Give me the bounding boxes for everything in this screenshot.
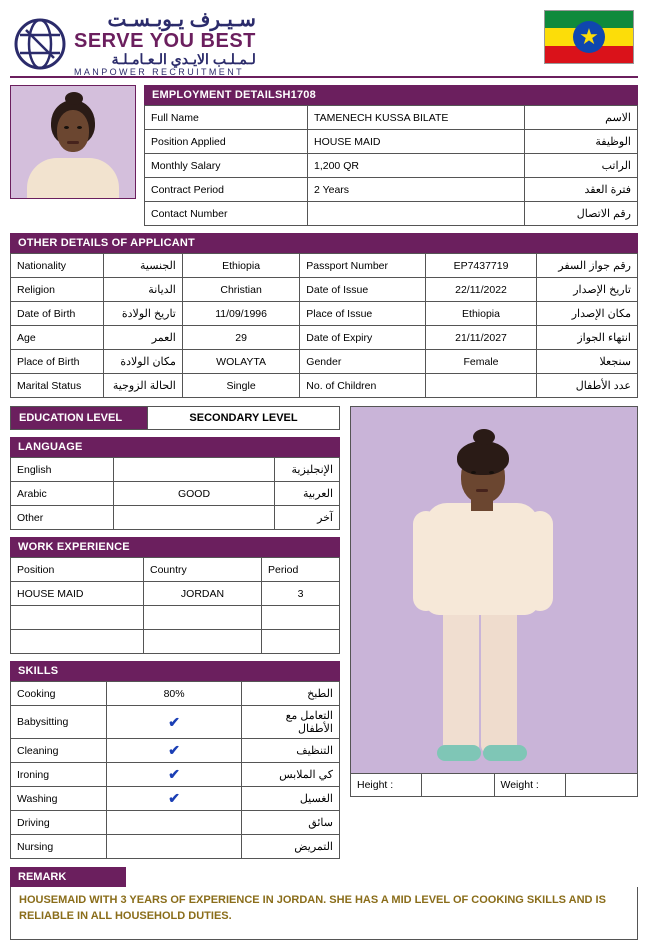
work-experience-header: WORK EXPERIENCE [10,537,340,557]
field-label-arabic: العمر [103,326,182,350]
skill-name: Cooking [11,682,107,706]
field-value: 1,200 QR [308,154,525,178]
work-period [262,630,340,654]
skill-name: Washing [11,787,107,811]
column-header-position: Position [11,558,144,582]
field-label-arabic: سنجعلا [536,350,637,374]
other-details-table [10,253,638,398]
column-header-period: Period [262,558,340,582]
height-value [422,774,495,796]
field-label-arabic: عدد الأطفال [536,374,637,398]
company-logo [14,10,256,77]
work-experience-block [10,537,340,654]
table-row [11,739,340,763]
table-row [145,202,638,226]
field-label-arabic: مكان الإصدار [536,302,637,326]
reference-number: SH1708 [274,89,316,101]
table-row [11,787,340,811]
field-value: 29 [182,326,299,350]
field-label: Place of Birth [11,350,104,374]
field-value: EP7437719 [426,254,536,278]
applicant-headshot [10,85,136,199]
field-label-arabic: الديانة [103,278,182,302]
work-country [144,606,262,630]
language-name: English [11,458,114,482]
table-header-row [11,558,340,582]
measurements-row [350,774,638,797]
table-row [145,178,638,202]
skills-header: SKILLS [10,661,340,681]
table-row [11,682,340,706]
top-section [10,85,638,226]
field-value: WOLAYTA [182,350,299,374]
field-value: 22/11/2022 [426,278,536,302]
education-level-row [10,406,340,430]
skills-table [10,681,340,859]
field-value: Single [182,374,299,398]
language-level [114,458,275,482]
field-label: Date of Expiry [300,326,426,350]
work-position: HOUSE MAID [11,582,144,606]
field-label: Religion [11,278,104,302]
work-country [144,630,262,654]
column-header-country: Country [144,558,262,582]
remark-header: REMARK [10,867,126,887]
field-label-arabic: الاسم [525,106,638,130]
check-icon: ✔ [106,763,241,787]
work-country: JORDAN [144,582,262,606]
language-header: LANGUAGE [10,437,340,457]
table-row [145,130,638,154]
field-value [426,374,536,398]
field-label: Passport Number [300,254,426,278]
language-name-arabic: آخر [275,506,340,530]
field-label-arabic: مكان الولادة [103,350,182,374]
field-label: Place of Issue [300,302,426,326]
skill-name-arabic: التعامل مع الأطفال [242,706,340,739]
table-row [11,630,340,654]
skill-value [106,811,241,835]
employment-detail-block [144,85,638,226]
field-value: TAMENECH KUSSA BILATE [308,106,525,130]
check-icon: ✔ [106,787,241,811]
employment-detail-title: EMPLOYMENT DETAIL [152,89,275,101]
language-table [10,457,340,530]
field-label: Gender [300,350,426,374]
document-header [10,8,638,77]
skill-name-arabic: التمريض [242,835,340,859]
field-value: 2 Years [308,178,525,202]
employment-detail-header [144,85,638,105]
field-label: Full Name [145,106,308,130]
skill-name: Ironing [11,763,107,787]
table-row [11,763,340,787]
field-label-arabic: الراتب [525,154,638,178]
check-icon: ✔ [106,706,241,739]
brand-arabic-top: سـيـرف يـوبـسـت [107,9,256,31]
table-row [11,606,340,630]
brand-subtitle: MANPOWER RECRUITMENT [74,67,244,77]
applicant-full-body-photo [350,406,638,774]
table-row [11,278,638,302]
field-label-arabic: تاريخ الإصدار [536,278,637,302]
lower-section [10,406,638,859]
table-row [11,458,340,482]
skill-name-arabic: التنظيف [242,739,340,763]
globe-logo-icon [14,18,66,70]
field-label-arabic: انتهاء الجواز [536,326,637,350]
skills-block [10,661,340,859]
field-label: Contract Period [145,178,308,202]
skill-name: Nursing [11,835,107,859]
language-name: Other [11,506,114,530]
skill-value: 80% [106,682,241,706]
remark-block [10,867,638,940]
field-label: Date of Issue [300,278,426,302]
field-label-arabic: فترة العقد [525,178,638,202]
height-label: Height : [351,774,422,796]
field-value: Female [426,350,536,374]
field-label-arabic: رقم الاتصال [525,202,638,226]
table-row [11,350,638,374]
field-label: Nationality [11,254,104,278]
table-row [11,811,340,835]
field-label-arabic: رقم جواز السفر [536,254,637,278]
language-level [114,506,275,530]
skill-name: Babysitting [11,706,107,739]
skill-name: Driving [11,811,107,835]
skill-name-arabic: كي الملابس [242,763,340,787]
table-row [11,302,638,326]
field-label: Age [11,326,104,350]
table-row [11,254,638,278]
field-label-arabic: تاريخ الولادة [103,302,182,326]
check-icon: ✔ [106,739,241,763]
language-block [10,437,340,530]
field-label-arabic: الجنسية [103,254,182,278]
field-label: Monthly Salary [145,154,308,178]
table-row [11,582,340,606]
field-value: 21/11/2027 [426,326,536,350]
field-value: HOUSE MAID [308,130,525,154]
skill-value [106,835,241,859]
work-period [262,606,340,630]
table-row [11,482,340,506]
field-value: Ethiopia [426,302,536,326]
field-label: Date of Birth [11,302,104,326]
language-name: Arabic [11,482,114,506]
skill-name-arabic: الغسيل [242,787,340,811]
weight-value [566,774,638,796]
table-row [11,706,340,739]
table-row [11,326,638,350]
weight-label: Weight : [495,774,566,796]
field-value: 11/09/1996 [182,302,299,326]
remark-text: HOUSEMAID WITH 3 YEARS OF EXPERIENCE IN JORDAN. SHE HAS A MID LEVEL OF COOKING SKILLS AND IS RELIABLE IN ALL HOUSEHOLD DUTIES. [10,887,638,940]
table-row [11,374,638,398]
table-row [11,506,340,530]
left-column [10,406,340,859]
education-level-label: EDUCATION LEVEL [11,407,147,429]
table-row [145,106,638,130]
field-value: Christian [182,278,299,302]
skill-name-arabic: الطبخ [242,682,340,706]
field-label: No. of Children [300,374,426,398]
language-name-arabic: الإنجليزية [275,458,340,482]
field-label-arabic: الوظيفة [525,130,638,154]
brand-english: SERVE YOU BEST [74,30,256,52]
field-value: Ethiopia [182,254,299,278]
right-column [350,406,638,797]
field-label: Marital Status [11,374,104,398]
skill-name: Cleaning [11,739,107,763]
ethiopia-flag-icon: ★ [544,10,634,64]
skill-name-arabic: سائق [242,811,340,835]
field-label: Position Applied [145,130,308,154]
field-value [308,202,525,226]
brand-arabic-second: لـمـلـب الايـدي الـعـامـلـة [111,51,256,67]
language-level: GOOD [114,482,275,506]
work-position [11,630,144,654]
work-position [11,606,144,630]
employment-detail-table [144,105,638,226]
other-details-header: OTHER DETAILS OF APPLICANT [10,233,638,253]
field-label: Contact Number [145,202,308,226]
work-period: 3 [262,582,340,606]
table-row [11,835,340,859]
field-label-arabic: الحالة الزوجية [103,374,182,398]
other-details-block [10,233,638,398]
work-experience-table [10,557,340,654]
education-level-value: SECONDARY LEVEL [147,407,339,429]
table-row [145,154,638,178]
language-name-arabic: العربية [275,482,340,506]
